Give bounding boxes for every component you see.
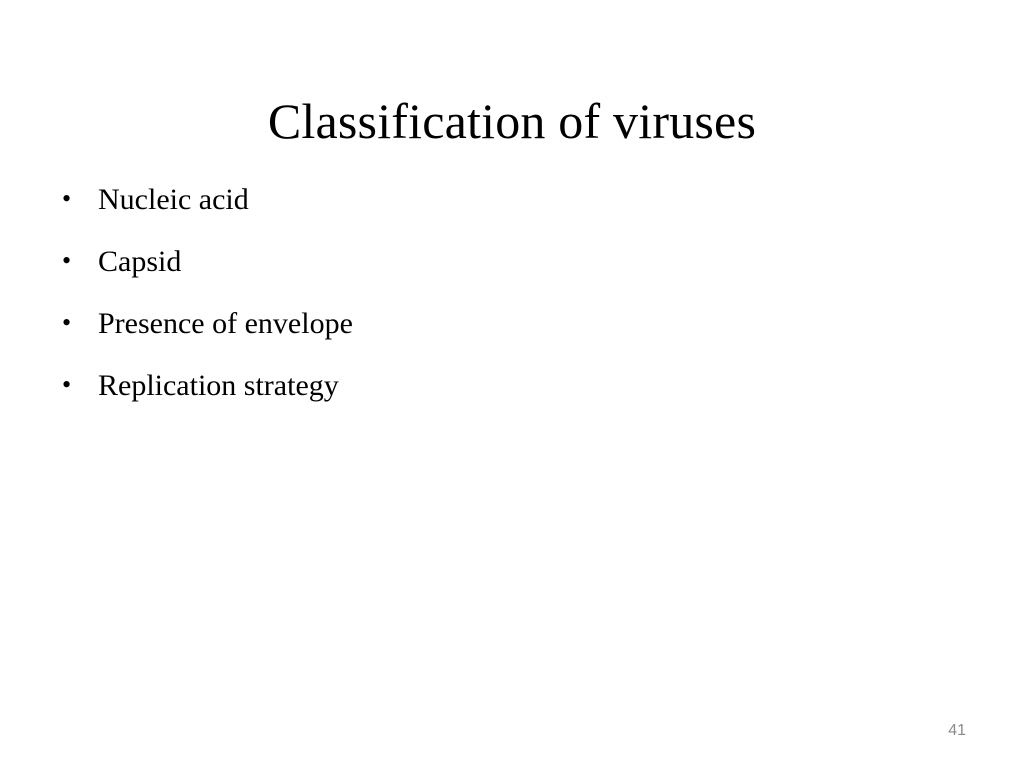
bullet-dot-icon: •: [62, 246, 72, 275]
page-number: 41: [948, 722, 966, 739]
list-item: [56, 371, 956, 401]
list-item-label: Presence of envelope: [98, 307, 353, 340]
page-title: Classification of viruses: [267, 92, 757, 149]
list-item-label: Nucleic acid: [98, 183, 249, 216]
bullet-list: [56, 185, 956, 433]
bullet-dot-icon: •: [62, 308, 72, 337]
bullet-dot-icon: •: [62, 370, 72, 399]
list-item: [56, 309, 956, 339]
list-item: [56, 247, 956, 277]
bullet-dot-icon: •: [62, 184, 72, 213]
list-item: [56, 185, 956, 215]
list-item-label: Capsid: [98, 245, 182, 278]
list-item-label: Replication strategy: [98, 369, 339, 402]
